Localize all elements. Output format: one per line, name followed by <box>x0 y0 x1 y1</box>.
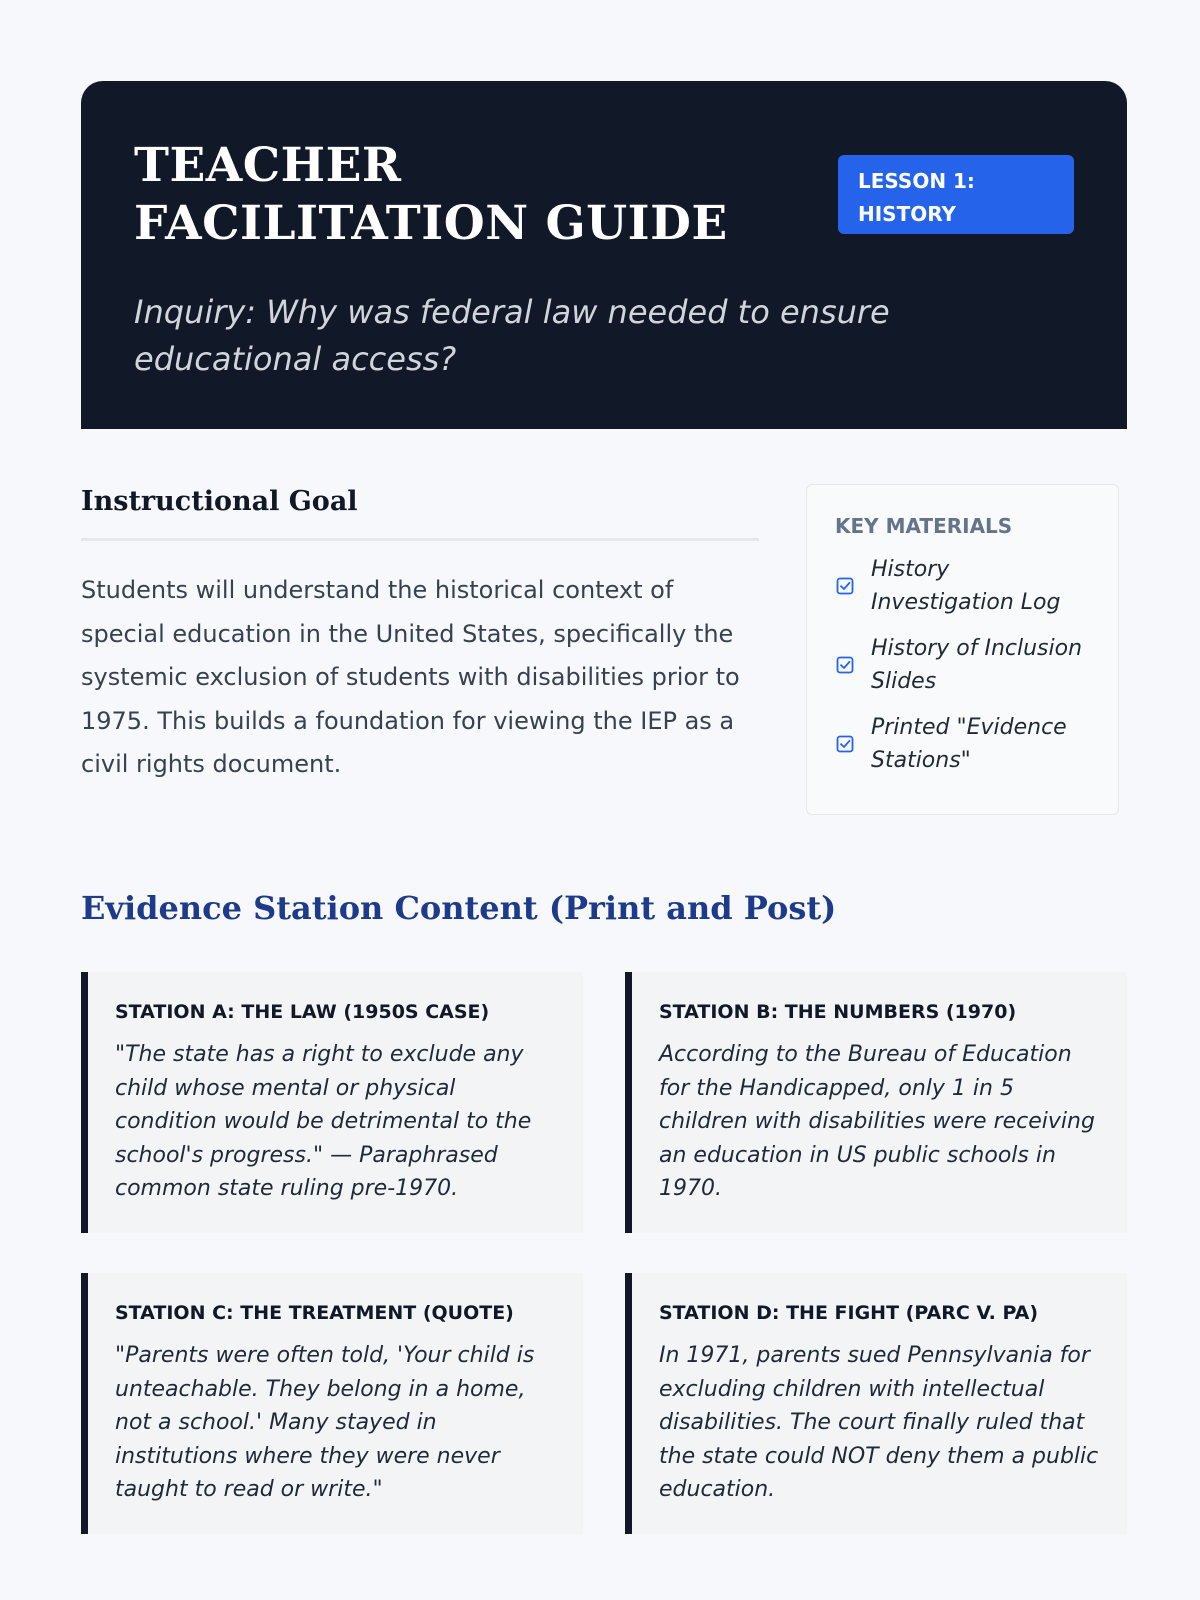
instructional-goal-heading: Instructional Goal <box>81 484 759 541</box>
station-body: "Parents were often told, 'Your child is unteachable. They belong in a home, not a school.' Many stayed in institutions where they were never taught to read or write." <box>115 1343 535 1502</box>
material-item <box>835 632 1098 698</box>
station-card-a <box>81 972 583 1233</box>
page-title: TEACHER FACILITATION GUIDE <box>134 138 728 251</box>
instructional-goal-text: Students will understand the historical context of special education in the United States, specifically the systemic exclusion of students with disabilities prior to 1975. This builds a foundation for viewing the IEP as a civil rights document. <box>81 576 740 778</box>
station-title: STATION B: THE NUMBERS (1970) <box>659 1001 1017 1023</box>
material-item <box>835 553 1098 619</box>
instructional-goal-section <box>81 484 759 815</box>
checkbox-icon <box>835 734 855 754</box>
material-label: History Investigation Log <box>871 557 1061 615</box>
station-title: STATION C: THE TREATMENT (QUOTE) <box>115 1302 514 1324</box>
station-card-b <box>625 972 1127 1233</box>
station-body: "The state has a right to exclude any child whose mental or physical condition would be detrimental to the school's progress." — Paraphrased common state ruling pre-1970. <box>115 1042 532 1201</box>
key-materials-heading: KEY MATERIALS <box>835 514 1013 538</box>
inquiry-question: Inquiry: Why was federal law needed to ensure educational access? <box>134 293 890 378</box>
station-title: STATION D: THE FIGHT (PARC V. PA) <box>659 1302 1039 1324</box>
material-label: Printed "Evidence Stations" <box>871 715 1067 773</box>
evidence-stations-grid <box>81 972 1119 1534</box>
station-body: In 1971, parents sued Pennsylvania for excluding children with intellectual disabilities. The court finally ruled that the state could NOT deny them a public education. <box>659 1343 1099 1502</box>
station-card-d <box>625 1273 1127 1534</box>
goal-materials-row <box>81 484 1119 815</box>
header-banner <box>81 81 1127 429</box>
material-label: History of Inclusion Slides <box>871 636 1083 694</box>
checkbox-icon <box>835 655 855 675</box>
station-card-c <box>81 1273 583 1534</box>
material-item <box>835 711 1098 777</box>
station-body: According to the Bureau of Education for the Handicapped, only 1 in 5 children with disabilities were receiving an education in US public schools in 1970. <box>659 1042 1095 1201</box>
evidence-stations-heading: Evidence Station Content (Print and Post) <box>81 889 837 927</box>
checkbox-icon <box>835 576 855 596</box>
lesson-badge: LESSON 1: HISTORY <box>838 155 1074 234</box>
key-materials-box <box>806 484 1119 815</box>
station-title: STATION A: THE LAW (1950S CASE) <box>115 1001 490 1023</box>
